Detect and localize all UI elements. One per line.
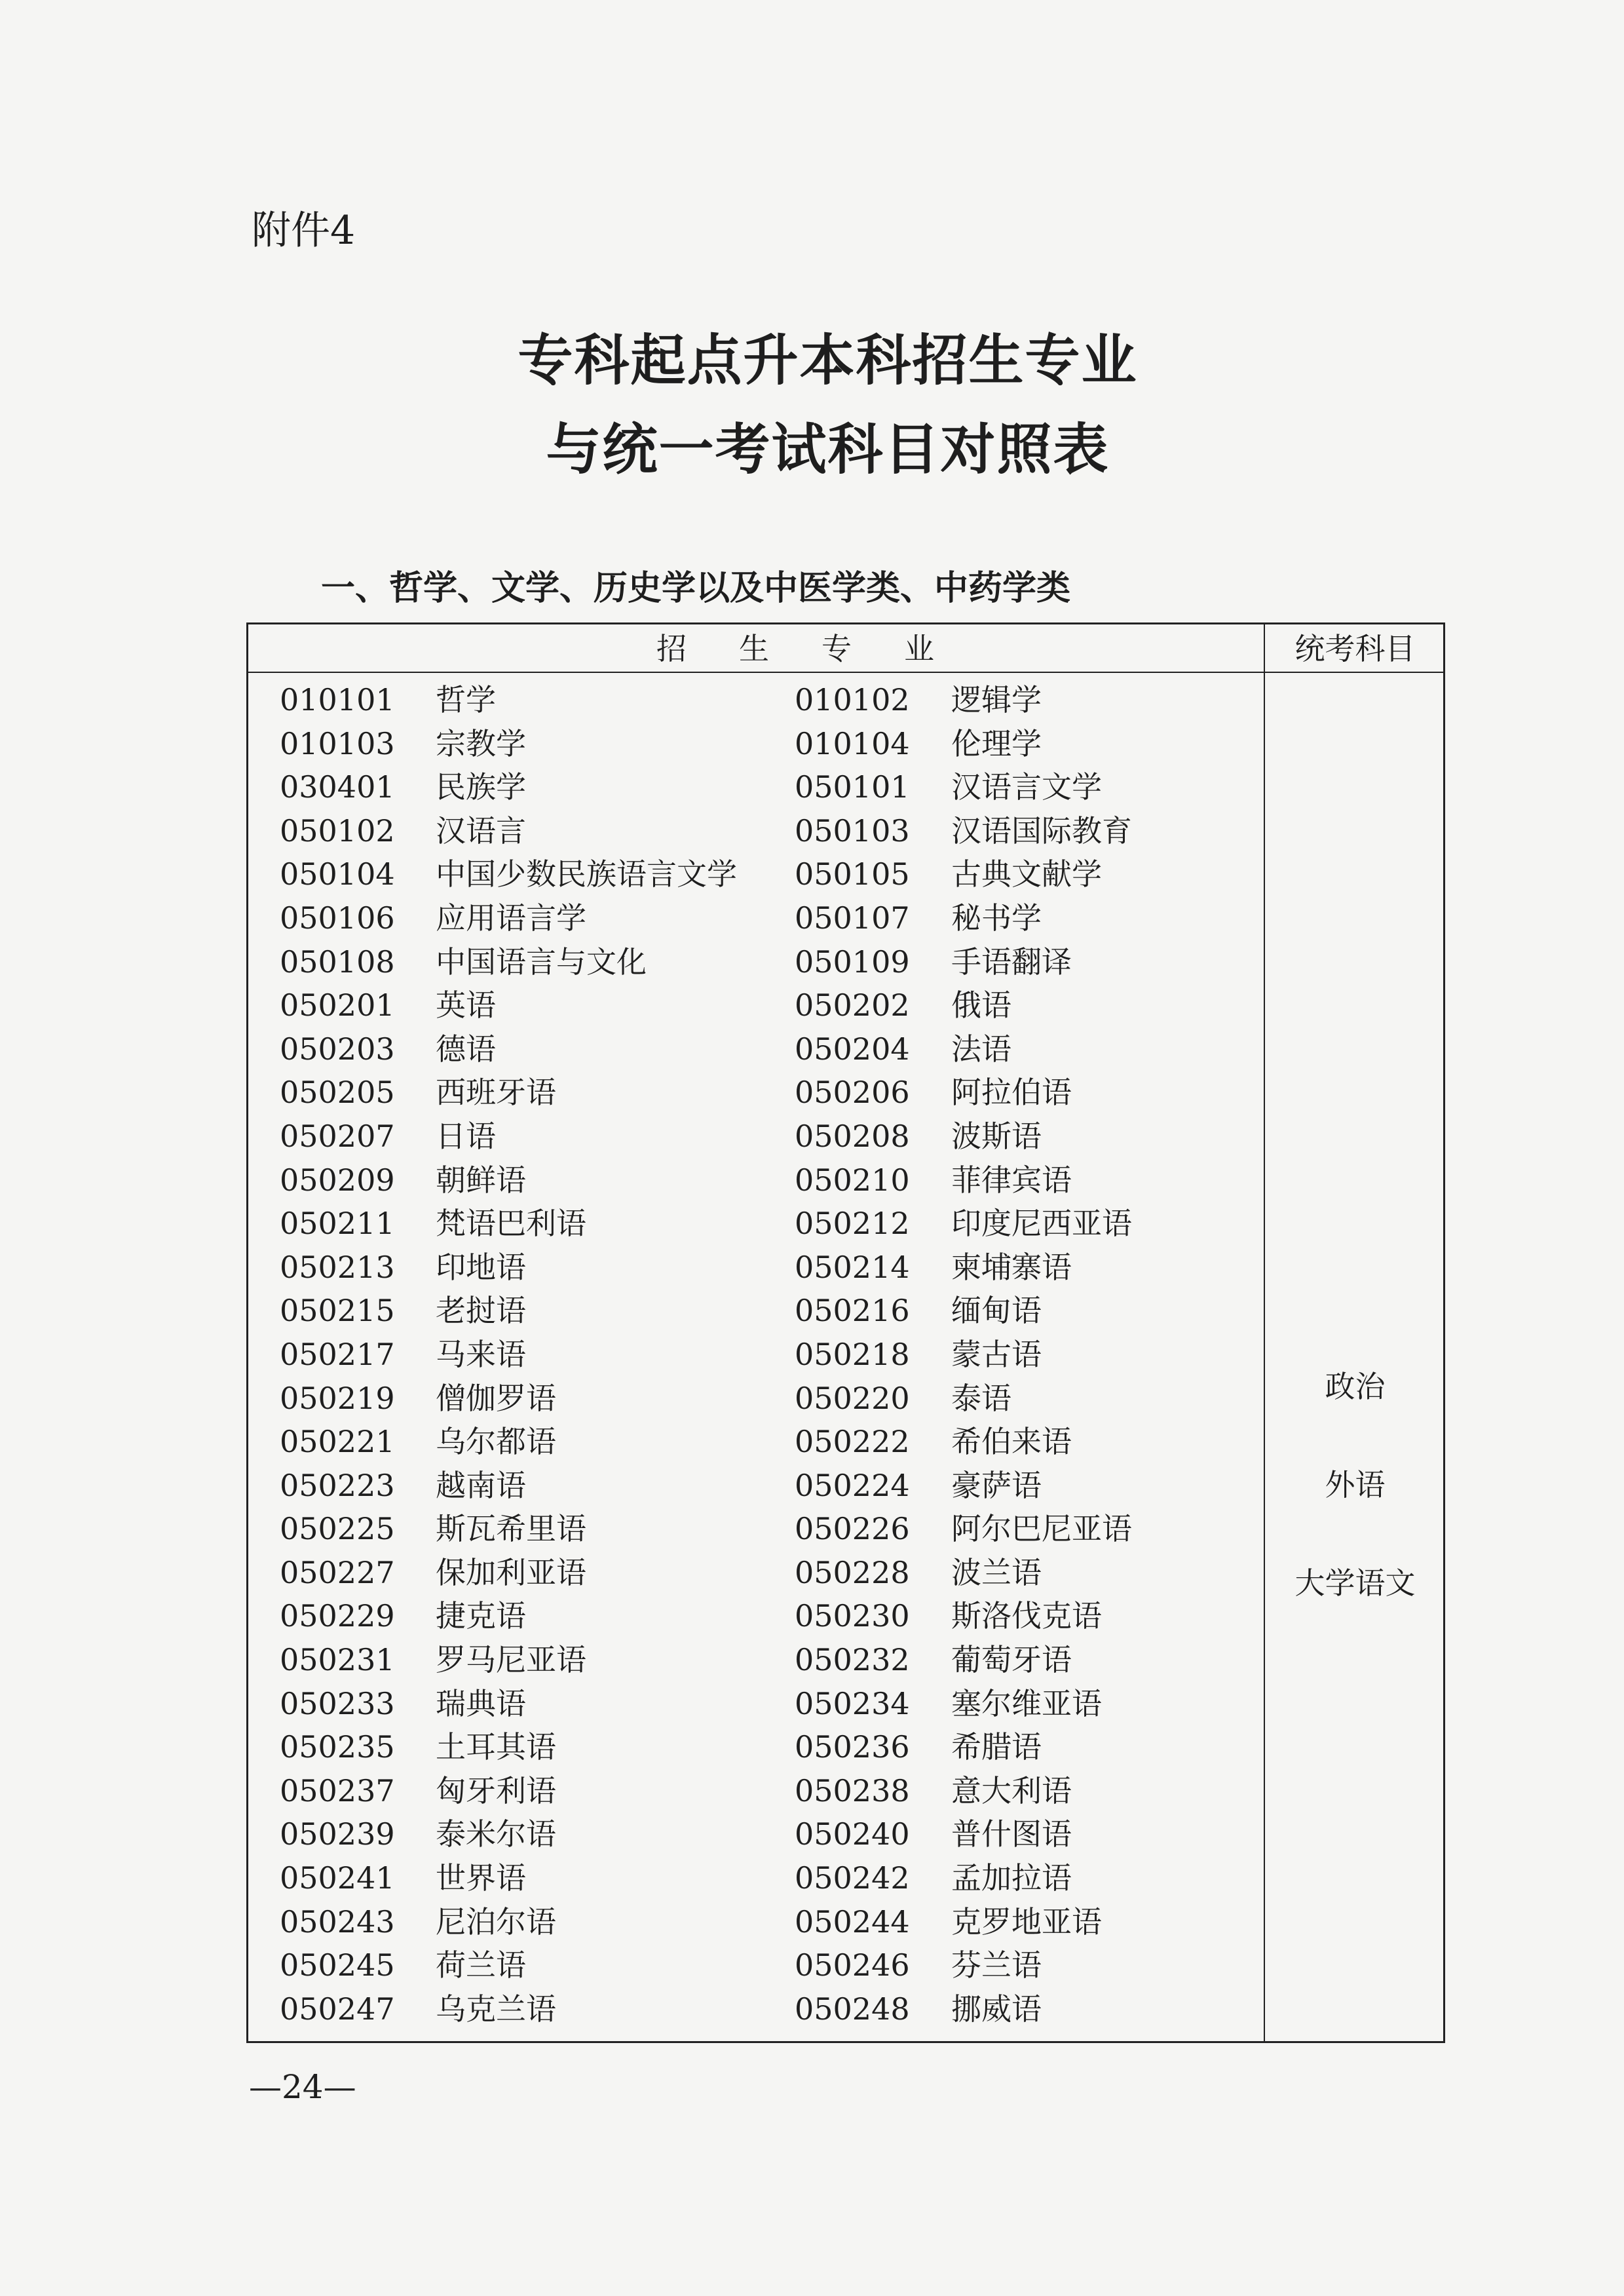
exam-subject-college-chinese: 大学语文 — [1294, 1565, 1416, 1601]
major-exam-table — [246, 622, 1445, 2043]
major-name: 菲律宾语 — [951, 1162, 1072, 1198]
attachment-label: 附件4 — [252, 208, 356, 254]
major-code: 050215 — [280, 1293, 395, 1329]
major-code: 050102 — [280, 813, 395, 849]
table-rows — [248, 678, 1264, 2031]
major-name: 匈牙利语 — [436, 1772, 556, 1808]
major-name: 应用语言学 — [436, 900, 586, 936]
major-code: 050221 — [280, 1424, 395, 1460]
major-code: 050246 — [795, 1947, 910, 1983]
major-name: 手语翻译 — [951, 944, 1072, 980]
major-code: 050240 — [795, 1816, 910, 1852]
major-code: 050243 — [280, 1904, 395, 1940]
major-name: 僧伽罗语 — [436, 1380, 556, 1416]
major-code: 050225 — [280, 1511, 395, 1547]
major-code: 050237 — [280, 1772, 395, 1808]
major-name: 西班牙语 — [436, 1075, 556, 1111]
major-code: 050242 — [795, 1860, 910, 1896]
major-name: 民族学 — [436, 769, 526, 805]
table-row — [248, 1682, 1264, 1726]
major-code: 050247 — [280, 1991, 395, 2027]
major-code: 050108 — [280, 944, 395, 980]
major-name: 荷兰语 — [436, 1947, 526, 1983]
document-title-line-1: 专科起点升本科招生专业 — [518, 328, 1138, 392]
major-name: 汉语国际教育 — [951, 813, 1132, 849]
major-name: 葡萄牙语 — [951, 1642, 1072, 1678]
table-row — [248, 809, 1264, 853]
major-code: 050209 — [280, 1162, 395, 1198]
major-code: 050245 — [280, 1947, 395, 1983]
major-code: 050244 — [795, 1904, 910, 1940]
table-row — [248, 1464, 1264, 1508]
major-name: 保加利亚语 — [436, 1554, 586, 1590]
major-name: 逻辑学 — [951, 682, 1042, 718]
major-code: 050228 — [795, 1554, 910, 1590]
major-code: 050214 — [795, 1249, 910, 1285]
major-name: 土耳其语 — [436, 1729, 556, 1765]
major-code: 050210 — [795, 1162, 910, 1198]
major-name: 缅甸语 — [951, 1293, 1042, 1329]
major-name: 意大利语 — [951, 1772, 1072, 1808]
table-row — [248, 1158, 1264, 1202]
exam-subject-politics: 政治 — [1325, 1369, 1386, 1404]
table-row — [248, 1377, 1264, 1421]
major-name: 法语 — [951, 1031, 1011, 1067]
major-name: 秘书学 — [951, 900, 1042, 936]
major-code: 050202 — [795, 987, 910, 1024]
major-code: 050219 — [280, 1380, 395, 1416]
table-row — [248, 1115, 1264, 1158]
major-code: 010104 — [795, 725, 910, 761]
major-name: 俄语 — [951, 987, 1011, 1024]
major-name: 阿拉伯语 — [951, 1075, 1072, 1111]
major-name: 中国少数民族语言文学 — [436, 856, 737, 892]
major-name: 蒙古语 — [951, 1336, 1042, 1372]
table-row — [248, 1725, 1264, 1769]
exam-subject-foreign-language: 外语 — [1325, 1467, 1386, 1502]
major-name: 斯瓦希里语 — [436, 1511, 586, 1547]
major-name: 斯洛伐克语 — [951, 1598, 1102, 1634]
major-name: 哲学 — [436, 682, 496, 718]
table-row — [248, 1943, 1264, 1987]
major-name: 世界语 — [436, 1860, 526, 1896]
major-name: 希腊语 — [951, 1729, 1042, 1765]
major-code: 050208 — [795, 1118, 910, 1154]
major-name: 乌克兰语 — [436, 1991, 556, 2027]
table-row — [248, 984, 1264, 1027]
major-code: 050204 — [795, 1031, 910, 1067]
major-code: 050218 — [795, 1336, 910, 1372]
major-name: 古典文献学 — [951, 856, 1102, 892]
major-code: 050211 — [280, 1206, 395, 1242]
table-row — [248, 722, 1264, 766]
major-code: 050206 — [795, 1075, 910, 1111]
major-name: 普什图语 — [951, 1816, 1072, 1852]
major-code: 050229 — [280, 1598, 395, 1634]
major-name: 芬兰语 — [951, 1947, 1042, 1983]
major-code: 010103 — [280, 725, 395, 761]
header-exam: 统考科目 — [1294, 631, 1416, 666]
major-name: 乌尔都语 — [436, 1424, 556, 1460]
major-name: 波斯语 — [951, 1118, 1042, 1154]
table-row — [248, 1027, 1264, 1071]
table-row — [248, 852, 1264, 896]
major-code: 050234 — [795, 1685, 910, 1721]
major-name: 塞尔维亚语 — [951, 1685, 1102, 1721]
table-row — [248, 678, 1264, 722]
major-code: 050213 — [280, 1249, 395, 1285]
major-code: 050227 — [280, 1554, 395, 1590]
table-row — [248, 1202, 1264, 1246]
major-name: 英语 — [436, 987, 496, 1024]
major-name: 日语 — [436, 1118, 496, 1154]
major-code: 050105 — [795, 856, 910, 892]
major-code: 050109 — [795, 944, 910, 980]
major-name: 印度尼西亚语 — [951, 1206, 1132, 1242]
major-code: 050241 — [280, 1860, 395, 1896]
major-code: 050232 — [795, 1642, 910, 1678]
table-row — [248, 1246, 1264, 1290]
table-row — [248, 1333, 1264, 1377]
major-code: 030401 — [280, 769, 395, 805]
major-name: 德语 — [436, 1031, 496, 1067]
major-code: 050233 — [280, 1685, 395, 1721]
major-name: 越南语 — [436, 1467, 526, 1503]
major-code: 050223 — [280, 1467, 395, 1503]
major-code: 050220 — [795, 1380, 910, 1416]
major-code: 050216 — [795, 1293, 910, 1329]
major-name: 瑞典语 — [436, 1685, 526, 1721]
table-row — [248, 1900, 1264, 1944]
major-name: 泰米尔语 — [436, 1816, 556, 1852]
major-name: 挪威语 — [951, 1991, 1042, 2027]
section-heading: 一、哲学、文学、历史学以及中医学类、中药学类 — [321, 569, 1071, 608]
major-name: 朝鲜语 — [436, 1162, 526, 1198]
table-row — [248, 1856, 1264, 1900]
column-divider — [1264, 624, 1265, 2041]
major-code: 050226 — [795, 1511, 910, 1547]
major-name: 孟加拉语 — [951, 1860, 1072, 1896]
table-row — [248, 940, 1264, 984]
major-name: 老挝语 — [436, 1293, 526, 1329]
major-code: 050239 — [280, 1816, 395, 1852]
table-row — [248, 1289, 1264, 1333]
table-row — [248, 1071, 1264, 1115]
major-code: 050107 — [795, 900, 910, 936]
major-code: 050203 — [280, 1031, 395, 1067]
major-name: 克罗地亚语 — [951, 1904, 1102, 1940]
major-name: 柬埔寨语 — [951, 1249, 1072, 1285]
major-code: 050236 — [795, 1729, 910, 1765]
major-name: 印地语 — [436, 1249, 526, 1285]
major-name: 捷克语 — [436, 1598, 526, 1634]
major-name: 波兰语 — [951, 1554, 1042, 1590]
major-name: 泰语 — [951, 1380, 1011, 1416]
table-row — [248, 1638, 1264, 1682]
major-code: 050103 — [795, 813, 910, 849]
major-code: 050230 — [795, 1598, 910, 1634]
major-name: 罗马尼亚语 — [436, 1642, 586, 1678]
major-code: 050212 — [795, 1206, 910, 1242]
major-name: 豪萨语 — [951, 1467, 1042, 1503]
major-name: 尼泊尔语 — [436, 1904, 556, 1940]
document-title-line-2: 与统一考试科目对照表 — [546, 417, 1110, 482]
major-code: 050222 — [795, 1424, 910, 1460]
major-code: 050101 — [795, 769, 910, 805]
table-row — [248, 896, 1264, 940]
major-code: 010102 — [795, 682, 910, 718]
major-name: 汉语言文学 — [951, 769, 1102, 805]
major-code: 050106 — [280, 900, 395, 936]
major-name: 伦理学 — [951, 725, 1042, 761]
major-code: 050235 — [280, 1729, 395, 1765]
table-row — [248, 1420, 1264, 1464]
major-code: 050104 — [280, 856, 395, 892]
major-name: 梵语巴利语 — [436, 1206, 586, 1242]
table-row — [248, 765, 1264, 809]
table-row — [248, 1507, 1264, 1551]
table-row — [248, 1594, 1264, 1638]
major-code: 050231 — [280, 1642, 395, 1678]
major-code: 050224 — [795, 1467, 910, 1503]
major-code: 050205 — [280, 1075, 395, 1111]
major-name: 汉语言 — [436, 813, 526, 849]
header-major: 招生专业 — [656, 631, 987, 666]
table-row — [248, 1769, 1264, 1813]
table-row — [248, 1987, 1264, 2031]
major-code: 050217 — [280, 1336, 395, 1372]
major-name: 中国语言与文化 — [436, 944, 647, 980]
major-code: 050248 — [795, 1991, 910, 2027]
major-code: 010101 — [280, 682, 395, 718]
page-number: —24— — [249, 2068, 356, 2106]
major-name: 阿尔巴尼亚语 — [951, 1511, 1132, 1547]
major-name: 宗教学 — [436, 725, 526, 761]
table-row — [248, 1551, 1264, 1595]
major-name: 希伯来语 — [951, 1424, 1072, 1460]
major-code: 050201 — [280, 987, 395, 1024]
major-name: 马来语 — [436, 1336, 526, 1372]
major-code: 050207 — [280, 1118, 395, 1154]
table-row — [248, 1812, 1264, 1856]
major-code: 050238 — [795, 1772, 910, 1808]
